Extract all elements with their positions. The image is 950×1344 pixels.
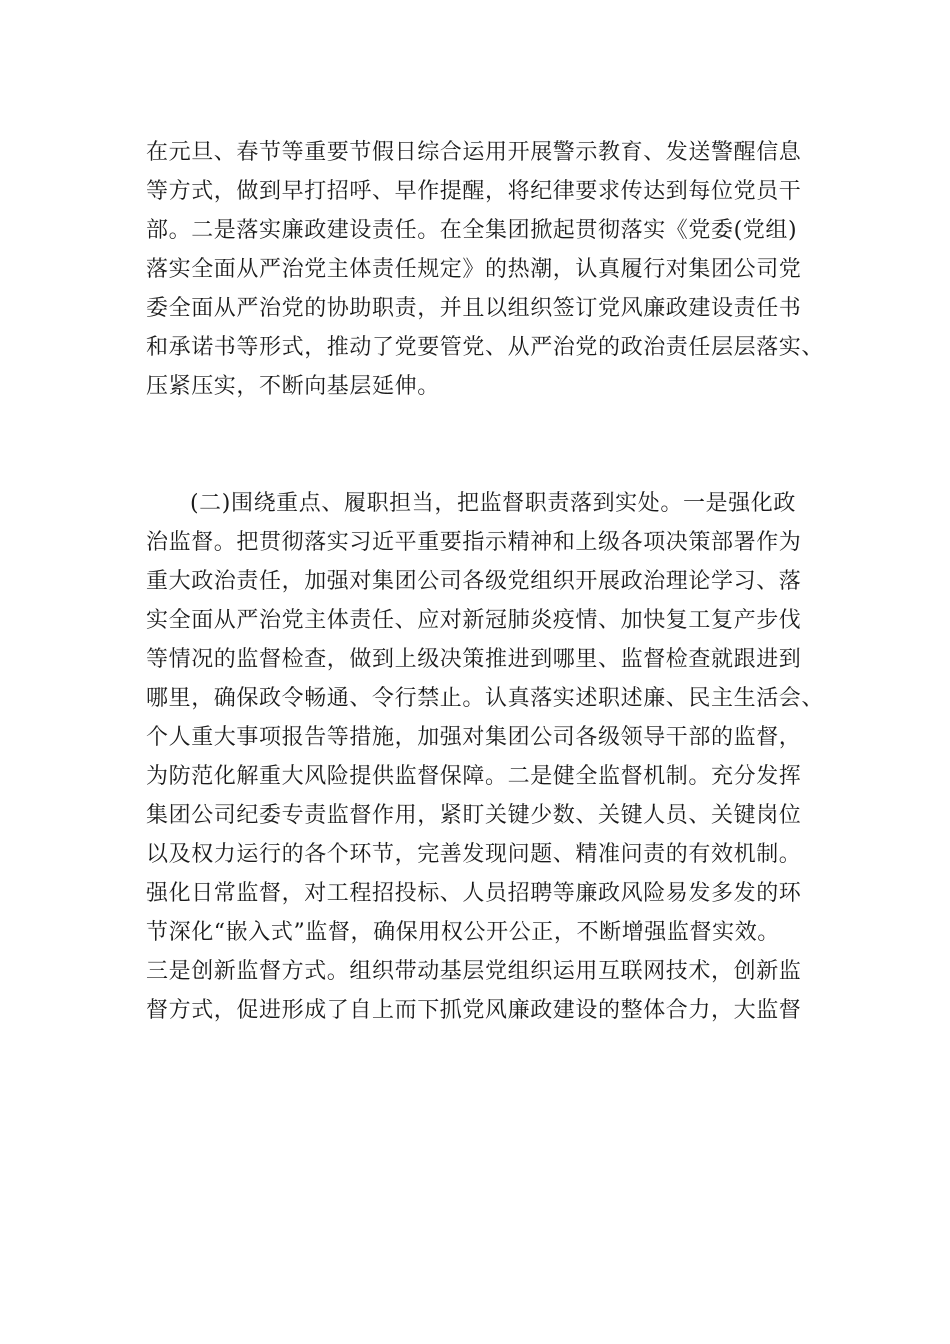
text-line: 委全面从严治党的协助职责，并且以组织签订党风廉政建设责任书 — [146, 296, 802, 321]
text-line: 部。二是落实廉政建设责任。在全集团掀起贯彻落实《党委(党组) — [146, 218, 798, 243]
text-line: 督方式，促进形成了自上而下抓党风廉政建设的整体合力，大监督 — [146, 998, 802, 1023]
text-line: 强化日常监督，对工程招投标、人员招聘等廉政风险易发多发的环 — [146, 881, 802, 906]
text-line: 治监督。把贯彻落实习近平重要指示精神和上级各项决策部署作为 — [146, 530, 802, 555]
text-line: 哪里，确保政令畅通、令行禁止。认真落实述职述廉、民主生活会、 — [146, 686, 825, 711]
text-line: 落实全面从严治党主体责任规定》的热潮，认真履行对集团公司党 — [146, 257, 802, 282]
text-line: 为防范化解重大风险提供监督保障。二是健全监督机制。充分发挥 — [146, 764, 802, 789]
text-line: 实全面从严治党主体责任、应对新冠肺炎疫情、加快复工复产步伐 — [146, 608, 802, 633]
text-line: 节深化“嵌入式”监督，确保用权公开公正，不断增强监督实效。 — [146, 920, 780, 945]
paragraph-1 — [146, 133, 826, 406]
text-line: 等情况的监督检查，做到上级决策推进到哪里、监督检查就跟进到 — [146, 647, 802, 672]
text-line: (二)围绕重点、履职担当，把监督职责落到实处。一是强化政 — [190, 491, 796, 516]
text-line: 集团公司纪委专责监督作用，紧盯关键少数、关键人员、关键岗位 — [146, 803, 802, 828]
text-line: 在元旦、春节等重要节假日综合运用开展警示教育、发送警醒信息 — [146, 140, 802, 165]
text-line: 等方式，做到早打招呼、早作提醒，将纪律要求传达到每位党员干 — [146, 179, 802, 204]
text-line: 重大政治责任，加强对集团公司各级党组织开展政治理论学习、落 — [146, 569, 802, 594]
text-line: 以及权力运行的各个环节，完善发现问题、精准问责的有效机制。 — [146, 842, 802, 867]
text-line: 和承诺书等形式，推动了党要管党、从严治党的政治责任层层落实、 — [146, 335, 825, 360]
document-body — [146, 133, 826, 1030]
paragraph-2 — [146, 484, 826, 1030]
text-line: 个人重大事项报告等措施，加强对集团公司各级领导干部的监督， — [146, 725, 802, 750]
text-line: 压紧压实，不断向基层延伸。 — [146, 374, 440, 399]
text-line: 三是创新监督方式。组织带动基层党组织运用互联网技术，创新监 — [146, 959, 802, 984]
paragraph-spacer — [146, 406, 826, 484]
